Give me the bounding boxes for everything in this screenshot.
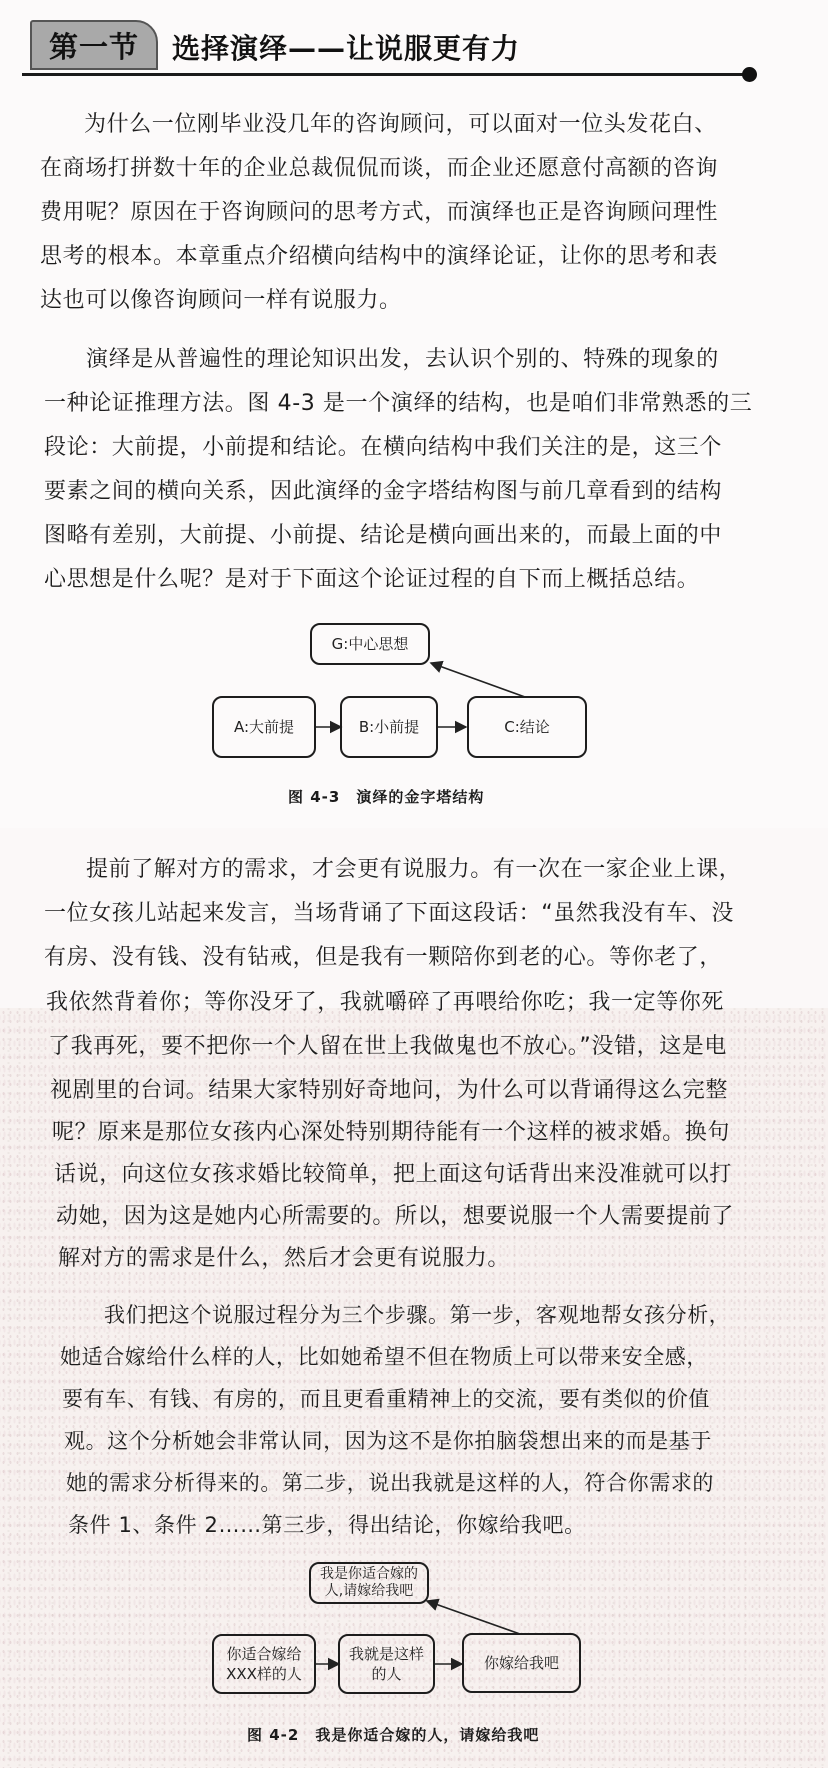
text-line: 图略有差别，大前提、小前提、结论是横向画出来的，而最上面的中 [44, 523, 723, 548]
text-line: 思考的根本。本章重点介绍横向结构中的演绎论证，让你的思考和表 [40, 244, 719, 269]
text-line: 段论：大前提，小前提和结论。在横向结构中我们关注的是，这三个 [44, 435, 723, 460]
text-line: 达也可以像咨询顾问一样有说服力。 [40, 288, 402, 313]
text-line: 我依然背着你；等你没牙了，我就嚼碎了再喂给你吃；我一定等你死 [46, 990, 725, 1015]
text-line: 条件 1、条件 2……第三步，得出结论，你嫁给我吧。 [68, 1513, 586, 1537]
text-line: 要素之间的横向关系，因此演绎的金字塔结构图与前几章看到的结构 [44, 479, 723, 504]
diagram-box-central-idea: G:中心思想 [310, 623, 430, 665]
text-line: 解对方的需求是什么，然后才会更有说服力。 [58, 1246, 511, 1271]
diagram-box-minor-premise: B:小前提 [340, 696, 438, 758]
text-line: 动她，因为这是她内心所需要的。所以，想要说服一个人需要提前了 [56, 1204, 735, 1229]
text-line: 观。这个分析她会非常认同，因为这不是你拍脑袋想出来的而是基于 [64, 1429, 712, 1453]
text-line: 一种论证推理方法。图 4-3 是一个演绎的结构，也是咱们非常熟悉的三 [44, 391, 753, 416]
text-line: 了我再死，要不把你一个人留在世上我做鬼也不放心。”没错，这是电 [48, 1034, 727, 1059]
text-line: 视剧里的台词。结果大家特别好奇地问，为什么可以背诵得这么完整 [50, 1078, 729, 1103]
text-line: 要有车、有钱、有房的，而且更看重精神上的交流，要有类似的价值 [62, 1387, 710, 1411]
text-line: 费用呢？原因在于咨询顾问的思考方式，而演绎也正是咨询顾问理性 [40, 200, 719, 225]
diagram-box-conclusion: C:结论 [467, 696, 587, 758]
box-line: 你适合嫁给 [226, 1645, 302, 1663]
diagram-box-major-premise: A:大前提 [212, 696, 316, 758]
figure-4-2-caption: 图 4-2 我是你适合嫁的人，请嫁给我吧 [247, 1726, 540, 1744]
text-line: 她的需求分析得来的。第二步，说出我就是这样的人，符合你需求的 [66, 1471, 714, 1495]
box-line: 我就是这样 [348, 1645, 424, 1663]
section-tab: 第一节 [30, 20, 158, 70]
text-line: 心思想是什么呢？是对于下面这个论证过程的自下而上概括总结。 [44, 567, 700, 592]
box-line: 人,请嫁给我吧 [324, 1583, 414, 1599]
text-line: 她适合嫁给什么样的人，比如她希望不但在物质上可以带来安全感， [60, 1345, 708, 1369]
diagram-box-step-one [212, 1634, 316, 1694]
text-line: 为什么一位刚毕业没几年的咨询顾问，可以面对一位头发花白、 [84, 112, 717, 137]
box-line: 我是你适合嫁的 [320, 1566, 418, 1582]
text-line: 演绎是从普遍性的理论知识出发，去认识个别的、特殊的现象的 [86, 347, 719, 372]
text-line: 话说，向这位女孩求婚比较简单，把上面这句话背出来没准就可以打 [54, 1162, 733, 1187]
text-line: 有房、没有钱、没有钻戒，但是我有一颗陪你到老的心。等你老了， [44, 945, 723, 970]
section-title: 选择演绎——让说服更有力 [172, 32, 521, 65]
diagram-box-step-two [338, 1634, 435, 1694]
diagram-box-top-claim [309, 1562, 429, 1604]
text-line: 一位女孩儿站起来发言，当场背诵了下面这段话：“虽然我没有车、没 [44, 901, 734, 926]
text-line: 我们把这个说服过程分为三个步骤。第一步，客观地帮女孩分析， [104, 1303, 731, 1327]
text-line: 呢？原来是那位女孩内心深处特别期待能有一个这样的被求婚。换句 [52, 1120, 731, 1145]
text-line: 提前了解对方的需求，才会更有说服力。有一次在一家企业上课， [86, 857, 742, 882]
diagram-box-step-three [462, 1633, 581, 1693]
box-line: XXX样的人 [226, 1665, 302, 1683]
box-line: 你嫁给我吧 [483, 1654, 559, 1672]
text-line: 在商场打拼数十年的企业总裁侃侃而谈，而企业还愿意付高额的咨询 [40, 156, 719, 181]
figure-4-3-caption: 图 4-3 演绎的金字塔结构 [288, 788, 485, 806]
box-line: 的人 [371, 1665, 402, 1683]
